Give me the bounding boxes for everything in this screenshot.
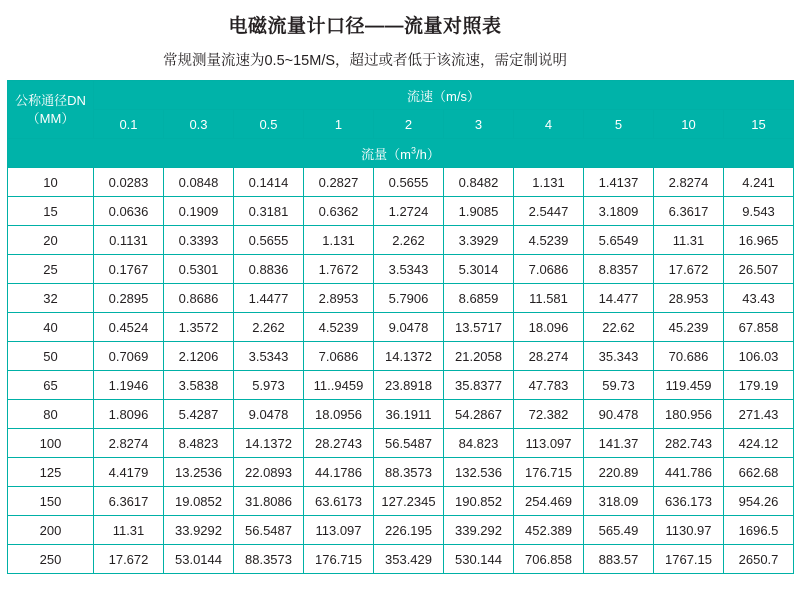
table-row: [8, 197, 794, 226]
flow-value: 119.459: [654, 371, 724, 400]
flow-value: 3.3929: [444, 226, 514, 255]
flow-value: 0.8836: [234, 255, 304, 284]
flow-value: 180.956: [654, 400, 724, 429]
flow-value: 0.3393: [164, 226, 234, 255]
flow-value: 7.0686: [304, 342, 374, 371]
flow-value: 28.274: [514, 342, 584, 371]
flow-value: 5.973: [234, 371, 304, 400]
dn-value: 20: [8, 226, 94, 255]
flow-value: 14.1372: [374, 342, 444, 371]
flow-value: 36.1911: [374, 400, 444, 429]
flow-value: 8.8357: [584, 255, 654, 284]
dn-value: 125: [8, 458, 94, 487]
flow-value: 0.6362: [304, 197, 374, 226]
speed-header-cell: 流速（m/s）: [94, 81, 794, 110]
dn-value: 200: [8, 516, 94, 545]
flow-value: 254.469: [514, 487, 584, 516]
flow-value: 90.478: [584, 400, 654, 429]
flow-value: 6.3617: [654, 197, 724, 226]
table-row: [8, 458, 794, 487]
flow-value: 1.4477: [234, 284, 304, 313]
flow-value: 954.26: [724, 487, 794, 516]
dn-value: 150: [8, 487, 94, 516]
speed-header-5: 3: [444, 110, 514, 139]
flow-value: 176.715: [514, 458, 584, 487]
table-row: [8, 400, 794, 429]
flow-value: 176.715: [304, 545, 374, 574]
flow-value: 11..9459: [304, 371, 374, 400]
flow-value: 0.8482: [444, 168, 514, 197]
flow-value: 14.477: [584, 284, 654, 313]
table-row: [8, 255, 794, 284]
flow-header-prefix: 流量（m: [361, 146, 412, 162]
flow-value: 2.8274: [654, 168, 724, 197]
flow-value: 2.262: [234, 313, 304, 342]
flow-value: 17.672: [654, 255, 724, 284]
flow-value: 0.0848: [164, 168, 234, 197]
flow-value: 21.2058: [444, 342, 514, 371]
flow-value: 706.858: [514, 545, 584, 574]
flow-value: 11.581: [514, 284, 584, 313]
flow-value: 53.0144: [164, 545, 234, 574]
page-title: 电磁流量计口径——流量对照表: [228, 16, 502, 37]
flow-comparison-table: [7, 80, 794, 574]
flow-value: 28.2743: [304, 429, 374, 458]
flow-value: 6.3617: [94, 487, 164, 516]
flow-value: 4.5239: [514, 226, 584, 255]
flow-header-cell: [8, 139, 794, 168]
flow-value: 190.852: [444, 487, 514, 516]
flow-value: 88.3573: [374, 458, 444, 487]
flow-value: 271.43: [724, 400, 794, 429]
flow-value: 2.8274: [94, 429, 164, 458]
flow-value: 9.543: [724, 197, 794, 226]
flow-value: 1.4137: [584, 168, 654, 197]
flow-value: 2650.7: [724, 545, 794, 574]
flow-value: 5.7906: [374, 284, 444, 313]
flow-value: 1.2724: [374, 197, 444, 226]
dn-value: 32: [8, 284, 94, 313]
flow-value: 3.5343: [234, 342, 304, 371]
flow-value: 63.6173: [304, 487, 374, 516]
flow-value: 35.8377: [444, 371, 514, 400]
flow-value: 141.37: [584, 429, 654, 458]
flow-value: 0.7069: [94, 342, 164, 371]
flow-value: 0.8686: [164, 284, 234, 313]
flow-value: 5.6549: [584, 226, 654, 255]
flow-value: 636.173: [654, 487, 724, 516]
flow-value: 17.672: [94, 545, 164, 574]
flow-value: 0.3181: [234, 197, 304, 226]
flow-value: 26.507: [724, 255, 794, 284]
flow-header-sup: 3: [411, 145, 417, 156]
table-row: [8, 284, 794, 313]
dn-header-line1: 公称通径DN: [15, 92, 86, 108]
flow-value: 67.858: [724, 313, 794, 342]
flow-value: 1767.15: [654, 545, 724, 574]
speed-header-0: 0.1: [94, 110, 164, 139]
flow-value: 179.19: [724, 371, 794, 400]
flow-value: 424.12: [724, 429, 794, 458]
flow-value: 1.9085: [444, 197, 514, 226]
page-subtitle: 常规测量流速为0.5~15M/S，超过或者低于该流速，需定制说明: [162, 53, 568, 69]
flow-value: 662.68: [724, 458, 794, 487]
flow-value: 0.2895: [94, 284, 164, 313]
flow-chart-page: [0, 11, 779, 574]
flow-value: 452.389: [514, 516, 584, 545]
flow-value: 1.1946: [94, 371, 164, 400]
flow-value: 28.953: [654, 284, 724, 313]
flow-value: 9.0478: [234, 400, 304, 429]
flow-value: 8.6859: [444, 284, 514, 313]
flow-value: 31.8086: [234, 487, 304, 516]
flow-value: 0.5301: [164, 255, 234, 284]
flow-value: 0.1414: [234, 168, 304, 197]
flow-value: 226.195: [374, 516, 444, 545]
flow-value: 220.89: [584, 458, 654, 487]
flow-value: 2.1206: [164, 342, 234, 371]
flow-value: 23.8918: [374, 371, 444, 400]
flow-value: 1.3572: [164, 313, 234, 342]
flow-value: 3.5343: [374, 255, 444, 284]
flow-value: 0.5655: [234, 226, 304, 255]
flow-value: 339.292: [444, 516, 514, 545]
flow-value: 35.343: [584, 342, 654, 371]
flow-value: 883.57: [584, 545, 654, 574]
flow-value: 106.03: [724, 342, 794, 371]
table-flow-header-row: [8, 139, 794, 168]
flow-value: 3.5838: [164, 371, 234, 400]
table-row: [8, 487, 794, 516]
flow-value: 56.5487: [234, 516, 304, 545]
flow-value: 14.1372: [234, 429, 304, 458]
flow-value: 3.1809: [584, 197, 654, 226]
flow-value: 44.1786: [304, 458, 374, 487]
speed-header-6: 4: [514, 110, 584, 139]
flow-value: 18.096: [514, 313, 584, 342]
flow-value: 282.743: [654, 429, 724, 458]
flow-value: 22.62: [584, 313, 654, 342]
flow-value: 7.0686: [514, 255, 584, 284]
flow-value: 4.5239: [304, 313, 374, 342]
flow-value: 13.2536: [164, 458, 234, 487]
dn-value: 10: [8, 168, 94, 197]
flow-value: 4.241: [724, 168, 794, 197]
dn-value: 80: [8, 400, 94, 429]
flow-value: 353.429: [374, 545, 444, 574]
table-row: [8, 226, 794, 255]
flow-value: 54.2867: [444, 400, 514, 429]
flow-header-suffix: /h）: [416, 146, 440, 162]
dn-header-cell: [8, 81, 94, 139]
flow-value: 33.9292: [164, 516, 234, 545]
speed-header-3: 1: [304, 110, 374, 139]
flow-value: 84.823: [444, 429, 514, 458]
table-row: [8, 168, 794, 197]
table-row: [8, 342, 794, 371]
flow-value: 56.5487: [374, 429, 444, 458]
flow-value: 70.686: [654, 342, 724, 371]
flow-value: 45.239: [654, 313, 724, 342]
flow-value: 11.31: [94, 516, 164, 545]
dn-value: 40: [8, 313, 94, 342]
dn-value: 65: [8, 371, 94, 400]
flow-value: 13.5717: [444, 313, 514, 342]
flow-value: 72.382: [514, 400, 584, 429]
flow-value: 0.2827: [304, 168, 374, 197]
flow-value: 318.09: [584, 487, 654, 516]
speed-header-2: 0.5: [234, 110, 304, 139]
flow-value: 113.097: [304, 516, 374, 545]
flow-value: 43.43: [724, 284, 794, 313]
flow-value: 0.4524: [94, 313, 164, 342]
flow-value: 4.4179: [94, 458, 164, 487]
flow-value: 0.0636: [94, 197, 164, 226]
flow-value: 0.1131: [94, 226, 164, 255]
flow-value: 530.144: [444, 545, 514, 574]
flow-value: 132.536: [444, 458, 514, 487]
flow-value: 0.5655: [374, 168, 444, 197]
flow-value: 0.1767: [94, 255, 164, 284]
dn-value: 50: [8, 342, 94, 371]
flow-value: 18.0956: [304, 400, 374, 429]
flow-value: 59.73: [584, 371, 654, 400]
flow-value: 2.262: [374, 226, 444, 255]
table-header-row-1: [8, 81, 794, 110]
speed-header-4: 2: [374, 110, 444, 139]
flow-value: 1.131: [514, 168, 584, 197]
table-row: [8, 429, 794, 458]
flow-value: 47.783: [514, 371, 584, 400]
flow-value: 1.131: [304, 226, 374, 255]
flow-value: 11.31: [654, 226, 724, 255]
flow-value: 9.0478: [374, 313, 444, 342]
dn-header-line2: （MM）: [26, 110, 75, 126]
table-row: [8, 313, 794, 342]
dn-value: 100: [8, 429, 94, 458]
flow-value: 0.0283: [94, 168, 164, 197]
speed-header-8: 10: [654, 110, 724, 139]
flow-value: 1130.97: [654, 516, 724, 545]
flow-value: 19.0852: [164, 487, 234, 516]
table-row: [8, 545, 794, 574]
flow-value: 1.8096: [94, 400, 164, 429]
speed-header-1: 0.3: [164, 110, 234, 139]
table-row: [8, 516, 794, 545]
table-row: [8, 371, 794, 400]
flow-value: 1696.5: [724, 516, 794, 545]
flow-value: 565.49: [584, 516, 654, 545]
flow-value: 113.097: [514, 429, 584, 458]
flow-value: 22.0893: [234, 458, 304, 487]
flow-value: 88.3573: [234, 545, 304, 574]
speed-header-9: 15: [724, 110, 794, 139]
flow-value: 16.965: [724, 226, 794, 255]
dn-value: 25: [8, 255, 94, 284]
dn-value: 15: [8, 197, 94, 226]
dn-value: 250: [8, 545, 94, 574]
flow-value: 441.786: [654, 458, 724, 487]
table-header-row-2: [8, 110, 794, 139]
flow-value: 2.8953: [304, 284, 374, 313]
flow-value: 0.1909: [164, 197, 234, 226]
flow-value: 127.2345: [374, 487, 444, 516]
speed-header-7: 5: [584, 110, 654, 139]
flow-value: 5.4287: [164, 400, 234, 429]
flow-value: 1.7672: [304, 255, 374, 284]
flow-value: 2.5447: [514, 197, 584, 226]
flow-value: 8.4823: [164, 429, 234, 458]
flow-value: 5.3014: [444, 255, 514, 284]
